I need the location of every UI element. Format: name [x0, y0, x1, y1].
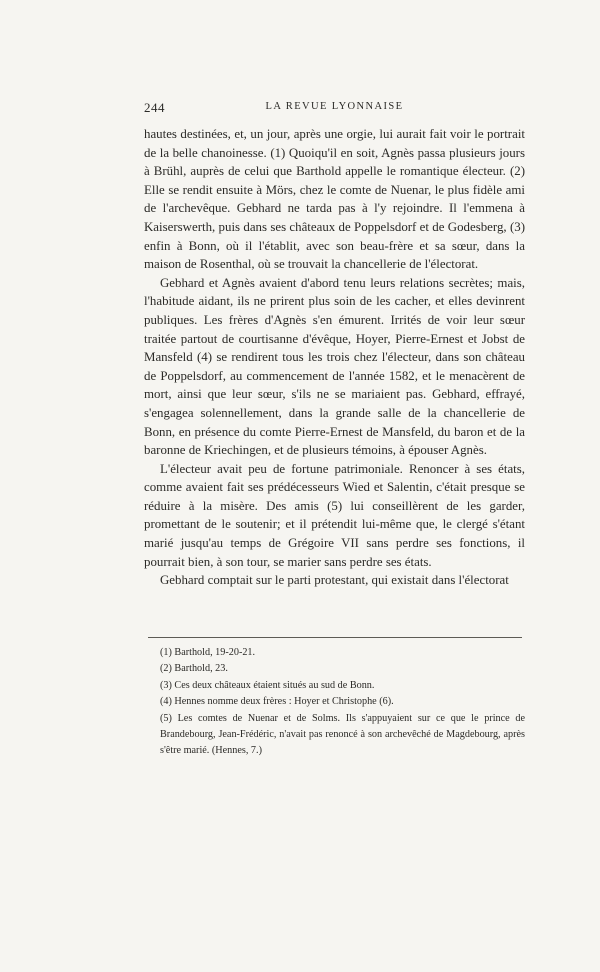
footnotes [144, 645, 525, 760]
paragraph-2: Gebhard et Agnès avaient d'abord tenu leurs relations secrètes; mais, l'habitude aidant, ils ne prirent plus soin de les cacher, et elles devinrent publiques. Les frères d'Agnès s'en émurent. Irrités de voir leur sœur traitée partout de courtisanne d'évêque, Hoyer, Pierre-Ernest et Jobst de Mansfeld (4) se rendirent tous les trois chez l'électeur, dans son château de Poppelsdorf, au commencement de l'année 1582, et le menacèrent de mort, ainsi que leur sœur, s'ils ne se mariaient pas. Gebhard, effrayé, s'engagea solennellement, dans la grande salle de la chancellerie de Bonn, en présence du comte Pierre-Ernest de Mansfeld, du baron et de la baronne de Kriechingen, et de plusieurs témoins, à épouser Agnès. [144, 275, 525, 458]
footnote-4: (4) Hennes nomme deux frères : Hoyer et Christophe (6). [160, 696, 394, 708]
footnote-1: (1) Barthold, 19-20-21. [160, 647, 256, 658]
page-number: 244 [144, 100, 165, 115]
footnote-3: (3) Ces deux châteaux étaient situés au sud de Bonn. [160, 679, 375, 691]
journal-title: LA REVUE LYONNAISE [265, 101, 404, 112]
paragraph-1: hautes destinées, et, un jour, après une orgie, lui aurait fait voir le portrait de la belle chanoinesse. (1) Quoiqu'il en soit, Agnès passa plusieurs jours à Brühl, auprès de celui que Barthold appelle le romantique électeur. (2) Elle se rendit ensuite à Mörs, chez le comte de Nuenar, le plus fidèle ami de l'archevêque. Gebhard ne tarda pas à l'y rejoindre. Il l'emmena à Kaiserswerth, puis dans ses châteaux de Poppelsdorf et de Godesberg, (3) enfin à Bonn, où il l'établit, avec son beau-frère et sa sœur, dans la maison de Rosenthal, où se trouvait la chancellerie de l'électorat. [144, 127, 525, 272]
paragraph-4: Gebhard comptait sur le parti protestant, qui existait dans l'électorat [160, 573, 509, 588]
running-head [144, 100, 525, 118]
paragraph-3: L'électeur avait peu de fortune patrimoniale. Renoncer à ses états, comme avaient fait ses prédécesseurs Wied et Salentin, c'était presque se réduire à la misère. Des amis (5) lui conseillèrent de les garder, promettant de le soutenir; et il prétendit lui-même que, le clergé s'étant marié jusqu'au temps de Grégoire VII sans perdre ses fonctions, il pourrait bien, à son tour, se marier sans perdre ses états. [144, 461, 525, 569]
body-text [144, 125, 525, 590]
footnote-2: (2) Barthold, 23. [160, 663, 228, 675]
footnote-divider [148, 637, 522, 638]
footnote-5: (5) Les comtes de Nuenar et de Solms. Ils s'appuyaient sur ce que le prince de Brandebourg, Jean-Frédéric, n'avait pas renoncé à son archevêché de Magdebourg, après s'être marié. (Hennes, 7.) [160, 712, 525, 757]
